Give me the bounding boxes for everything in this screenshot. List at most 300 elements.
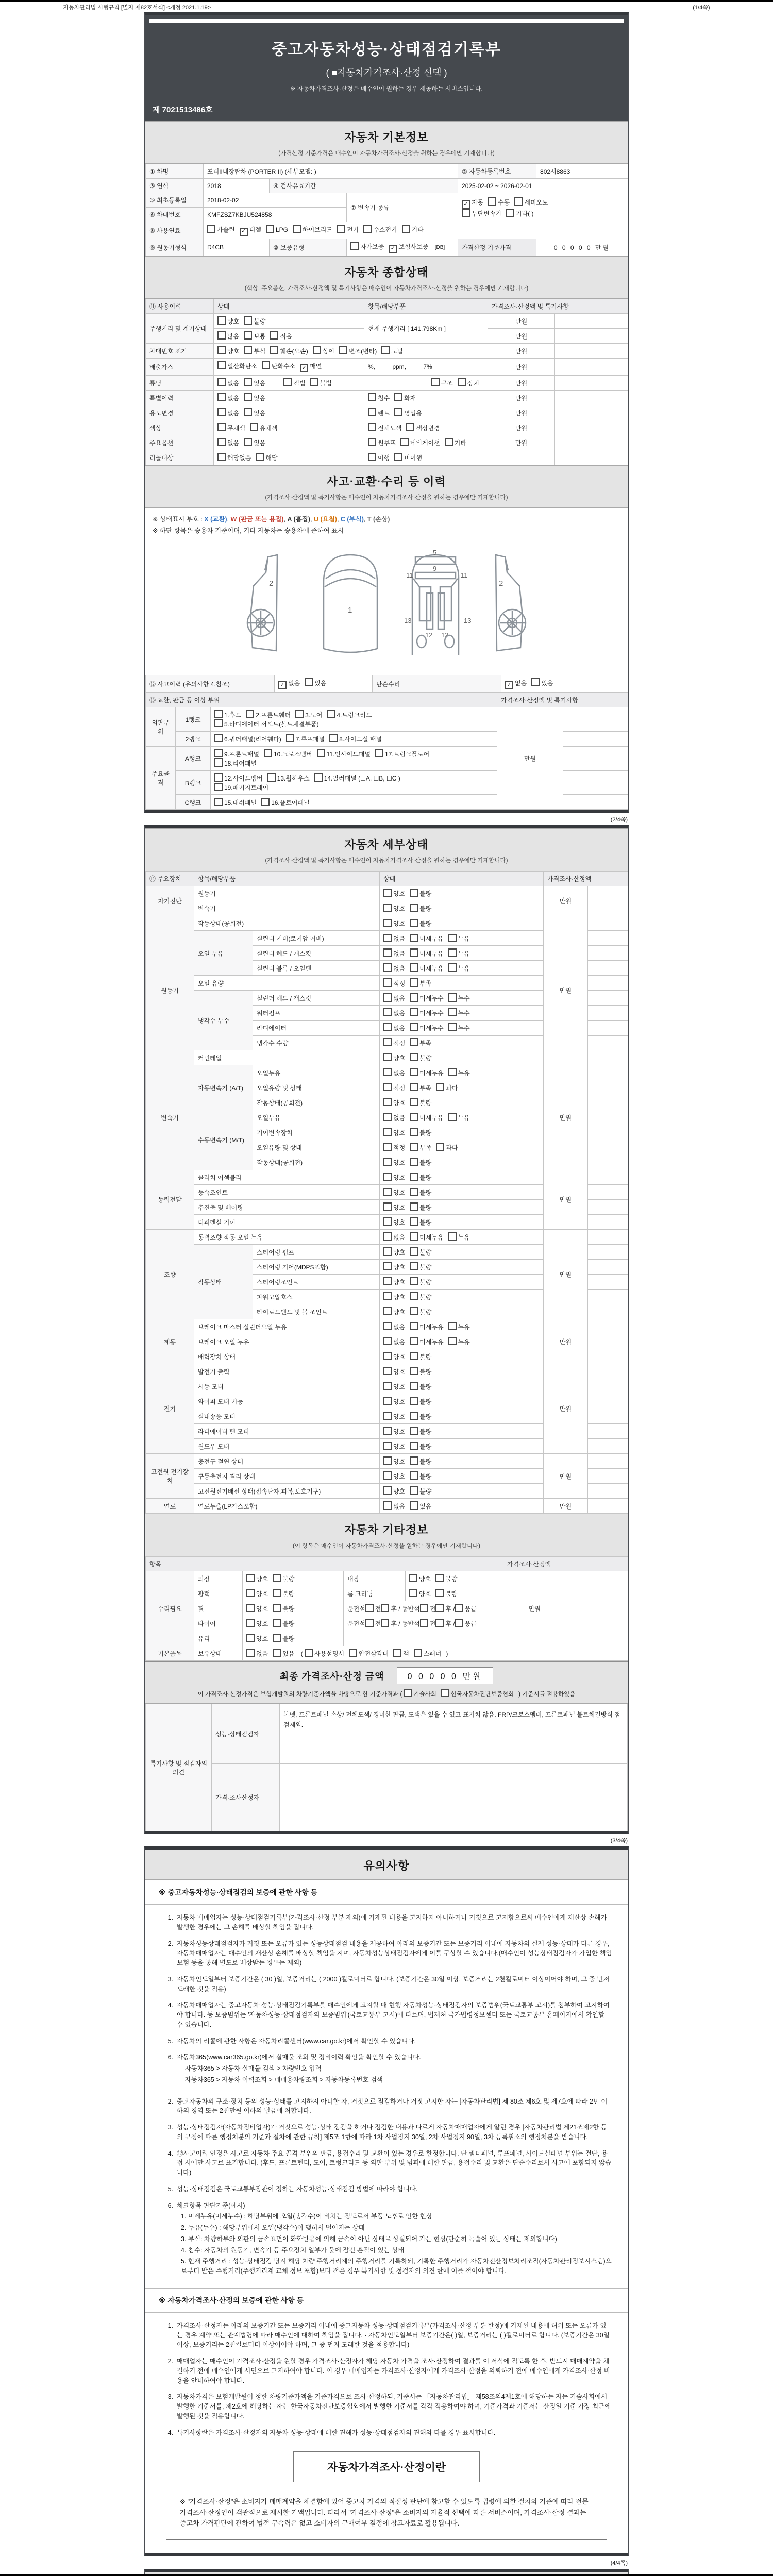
- checkbox[interactable]: [246, 710, 254, 718]
- checkbox-option[interactable]: 미이행: [394, 453, 422, 462]
- checkbox[interactable]: [383, 1173, 392, 1181]
- checkbox-option[interactable]: 색상변경: [406, 423, 440, 432]
- checkbox-option[interactable]: 불량: [410, 889, 431, 898]
- checkbox[interactable]: [410, 1083, 418, 1091]
- checkbox-option[interactable]: 있음: [305, 678, 326, 687]
- checkbox[interactable]: [458, 378, 466, 386]
- checkbox[interactable]: [383, 1412, 392, 1420]
- checkbox-option[interactable]: 부족: [410, 978, 431, 988]
- checkbox-option[interactable]: 잭: [393, 1649, 409, 1658]
- checkbox[interactable]: [383, 993, 392, 1002]
- checkbox-option[interactable]: 양호: [383, 1217, 405, 1227]
- checkbox[interactable]: [383, 948, 392, 957]
- checkbox-option[interactable]: 도말: [381, 346, 403, 355]
- checkbox-option[interactable]: 미세누수: [410, 993, 443, 1003]
- checkbox[interactable]: [383, 1367, 392, 1375]
- checkbox[interactable]: [383, 1292, 392, 1300]
- checked-checkbox[interactable]: ✓: [462, 200, 470, 209]
- checkbox[interactable]: [214, 773, 223, 782]
- checkbox[interactable]: [313, 346, 321, 354]
- checkbox-option[interactable]: 9.프론트패널: [214, 749, 259, 758]
- checkbox[interactable]: [214, 734, 223, 742]
- checkbox-option[interactable]: 적정: [383, 978, 405, 988]
- checkbox-option[interactable]: 10.크로스멤버: [264, 749, 312, 758]
- checkbox-option[interactable]: 불량: [410, 1277, 431, 1286]
- checkbox-option[interactable]: 있음: [244, 378, 265, 387]
- checkbox[interactable]: [383, 919, 392, 927]
- checkbox-option[interactable]: 적정: [383, 1038, 405, 1047]
- checkbox-option[interactable]: 불량: [410, 1292, 431, 1301]
- checkbox-option[interactable]: 없음: [217, 438, 239, 447]
- checkbox[interactable]: [406, 423, 414, 431]
- checkbox-option[interactable]: 부족: [410, 1143, 431, 1152]
- checkbox[interactable]: [383, 1158, 392, 1166]
- checkbox-option[interactable]: 없음: [383, 1068, 405, 1077]
- checkbox[interactable]: [217, 316, 226, 325]
- checkbox-option[interactable]: 가솔린: [207, 225, 235, 234]
- checkbox[interactable]: [368, 453, 376, 461]
- checkbox[interactable]: [410, 1307, 418, 1315]
- checkbox[interactable]: [435, 1619, 444, 1627]
- checkbox[interactable]: [410, 1501, 418, 1510]
- checkbox[interactable]: [448, 1232, 457, 1241]
- checkbox-option[interactable]: 양호: [383, 1188, 405, 1197]
- checkbox-option[interactable]: 해당없음: [217, 453, 251, 462]
- checkbox[interactable]: [410, 1486, 418, 1495]
- checkbox-option[interactable]: 부족: [410, 1038, 431, 1047]
- checkbox[interactable]: [214, 783, 223, 791]
- checkbox-option[interactable]: 불량: [410, 1217, 431, 1227]
- checkbox-option[interactable]: 양호: [383, 1382, 405, 1391]
- checkbox[interactable]: [514, 197, 523, 206]
- checkbox[interactable]: [383, 1307, 392, 1315]
- checkbox[interactable]: [531, 678, 540, 686]
- checkbox-option[interactable]: LPG: [266, 225, 288, 233]
- checkbox-option[interactable]: 불량: [410, 1456, 431, 1466]
- checkbox-option[interactable]: 불량: [410, 1128, 431, 1137]
- checkbox[interactable]: [448, 1322, 457, 1330]
- checkbox[interactable]: [383, 1262, 392, 1270]
- checkbox-option[interactable]: 미세누수: [410, 1008, 443, 1018]
- checkbox-option[interactable]: 양호: [383, 904, 405, 913]
- checkbox-option[interactable]: 양호: [217, 316, 239, 326]
- checkbox[interactable]: [431, 378, 440, 386]
- checkbox-option[interactable]: 부식: [244, 346, 265, 355]
- checkbox[interactable]: [246, 1634, 255, 1642]
- checkbox[interactable]: [383, 1008, 392, 1016]
- checkbox[interactable]: [327, 710, 335, 718]
- checkbox[interactable]: [383, 1038, 392, 1046]
- checkbox-option[interactable]: 양호: [409, 1589, 431, 1598]
- checkbox-option[interactable]: 수동: [488, 197, 510, 207]
- checkbox[interactable]: [214, 758, 223, 767]
- checkbox-option[interactable]: 양호: [383, 1367, 405, 1376]
- checkbox[interactable]: [394, 408, 402, 416]
- checkbox-option[interactable]: 불량: [273, 1619, 294, 1628]
- checkbox-option[interactable]: 미세누유: [410, 1322, 443, 1331]
- checkbox[interactable]: [349, 1649, 357, 1657]
- checkbox[interactable]: [436, 1083, 444, 1091]
- checkbox-option[interactable]: 양호: [383, 889, 405, 898]
- checkbox[interactable]: [404, 1689, 412, 1697]
- checkbox[interactable]: [448, 1008, 457, 1016]
- checkbox-option[interactable]: 미세누수: [410, 1023, 443, 1032]
- checkbox[interactable]: [402, 225, 410, 233]
- checkbox-option[interactable]: 하이브리드: [293, 225, 332, 234]
- checkbox-option[interactable]: 많음: [217, 331, 239, 341]
- checkbox[interactable]: [214, 719, 223, 727]
- checkbox[interactable]: [383, 1098, 392, 1106]
- checkbox[interactable]: [368, 423, 376, 431]
- checkbox[interactable]: [383, 1382, 392, 1390]
- checkbox-option[interactable]: 없음: [383, 963, 405, 973]
- checkbox[interactable]: [383, 1471, 392, 1480]
- checkbox-option[interactable]: 8.사이드실 패널: [329, 734, 382, 743]
- checkbox-option[interactable]: 없음: [383, 993, 405, 1003]
- checkbox-option[interactable]: 18.리어패널: [214, 758, 257, 768]
- checkbox-option[interactable]: 양호: [383, 1397, 405, 1406]
- checkbox[interactable]: [410, 1456, 418, 1465]
- checkbox[interactable]: [286, 734, 294, 742]
- checkbox[interactable]: [410, 1367, 418, 1375]
- checkbox-option[interactable]: 있음: [244, 408, 265, 417]
- checkbox[interactable]: [414, 1649, 422, 1657]
- checkbox[interactable]: [410, 1202, 418, 1211]
- checkbox[interactable]: [410, 1217, 418, 1226]
- checkbox[interactable]: [448, 963, 457, 972]
- checkbox-option[interactable]: 양호: [246, 1634, 268, 1643]
- checkbox-option[interactable]: 불량: [410, 1352, 431, 1361]
- checkbox-option[interactable]: 일산화탄소: [217, 361, 257, 370]
- checkbox-option[interactable]: 양호: [383, 1471, 405, 1481]
- checkbox[interactable]: [383, 1202, 392, 1211]
- checkbox-option[interactable]: 수소전기: [363, 225, 397, 234]
- checkbox-option[interactable]: 구조: [431, 378, 453, 387]
- checkbox[interactable]: [244, 346, 252, 354]
- checkbox-option[interactable]: 훼손(오손): [270, 346, 308, 355]
- checkbox-option[interactable]: 미세누유: [410, 963, 443, 973]
- checkbox-option[interactable]: 양호: [383, 1277, 405, 1286]
- checkbox[interactable]: [246, 1604, 255, 1612]
- checkbox-option[interactable]: 과다: [436, 1143, 458, 1152]
- checkbox-option[interactable]: 불량: [410, 1098, 431, 1107]
- checkbox-option[interactable]: 누수: [448, 1008, 470, 1018]
- checkbox-option[interactable]: 양호: [383, 1173, 405, 1182]
- checkbox-option[interactable]: 세미오토: [514, 197, 548, 207]
- checkbox[interactable]: [410, 1173, 418, 1181]
- checkbox-option[interactable]: 스패너: [414, 1649, 442, 1658]
- checkbox-option[interactable]: 불량: [273, 1634, 294, 1643]
- checkbox[interactable]: [383, 1068, 392, 1076]
- checked-checkbox[interactable]: ✓: [278, 681, 287, 689]
- checkbox[interactable]: [273, 1574, 281, 1582]
- checkbox[interactable]: [410, 1337, 418, 1345]
- checkbox-option[interactable]: ✓ 보험사보증: [389, 242, 428, 253]
- checkbox[interactable]: [448, 993, 457, 1002]
- checkbox-option[interactable]: 양호: [383, 1202, 405, 1212]
- checkbox-option[interactable]: 양호: [383, 1352, 405, 1361]
- checkbox-option[interactable]: 16.플로어패널: [261, 798, 310, 807]
- checkbox-option[interactable]: 불량: [273, 1604, 294, 1613]
- checkbox-option[interactable]: 사용설명서: [305, 1649, 344, 1658]
- checkbox[interactable]: [244, 438, 252, 446]
- checkbox-option[interactable]: 15.대쉬패널: [214, 798, 257, 807]
- checkbox[interactable]: [448, 1023, 457, 1031]
- checkbox[interactable]: [217, 453, 226, 461]
- checkbox-option[interactable]: 불량: [435, 1574, 457, 1583]
- checkbox[interactable]: [350, 242, 359, 250]
- checkbox-option[interactable]: 불량: [410, 1247, 431, 1257]
- checkbox-option[interactable]: 6.쿼더패널(리어휀다): [214, 734, 281, 743]
- checkbox[interactable]: [410, 889, 418, 897]
- checkbox-option[interactable]: 불량: [410, 1442, 431, 1451]
- checkbox[interactable]: [506, 209, 514, 217]
- checkbox[interactable]: [410, 993, 418, 1002]
- checkbox[interactable]: [445, 438, 453, 446]
- checkbox[interactable]: [448, 1068, 457, 1076]
- checkbox[interactable]: [383, 1486, 392, 1495]
- checkbox[interactable]: [410, 934, 418, 942]
- checkbox[interactable]: [381, 1619, 389, 1627]
- checkbox-option[interactable]: 양호: [383, 1456, 405, 1466]
- checkbox[interactable]: [383, 978, 392, 987]
- checkbox-option[interactable]: 누유: [448, 963, 470, 973]
- checkbox-option[interactable]: 양호: [383, 1427, 405, 1436]
- checkbox-option[interactable]: 불량: [410, 1382, 431, 1391]
- checkbox-option[interactable]: 있음: [273, 1649, 294, 1658]
- checkbox[interactable]: [293, 225, 301, 233]
- checkbox[interactable]: [383, 1501, 392, 1510]
- checkbox-option[interactable]: 적음: [270, 331, 292, 341]
- checkbox[interactable]: [383, 1352, 392, 1360]
- checkbox[interactable]: [383, 1427, 392, 1435]
- checkbox[interactable]: [383, 1217, 392, 1226]
- checkbox[interactable]: [246, 1649, 255, 1657]
- checkbox[interactable]: [244, 331, 252, 340]
- checkbox[interactable]: [410, 1442, 418, 1450]
- checkbox-option[interactable]: 없음: [383, 1113, 405, 1122]
- checkbox[interactable]: [368, 438, 376, 446]
- checkbox[interactable]: [410, 1277, 418, 1285]
- checkbox-option[interactable]: 불량: [410, 1188, 431, 1197]
- checkbox[interactable]: [420, 1604, 428, 1612]
- checkbox-option[interactable]: 미세누유: [410, 934, 443, 943]
- checkbox[interactable]: [256, 453, 264, 461]
- checkbox-option[interactable]: 없음: [383, 1008, 405, 1018]
- checkbox[interactable]: [214, 710, 223, 718]
- checkbox[interactable]: [410, 1128, 418, 1136]
- checkbox[interactable]: [410, 1068, 418, 1076]
- checkbox-option[interactable]: 누유: [448, 948, 470, 958]
- checkbox-option[interactable]: 불량: [410, 1486, 431, 1496]
- checkbox-option[interactable]: 2.프론트휀더: [246, 710, 291, 719]
- checkbox-option[interactable]: 안전삼각대: [349, 1649, 389, 1658]
- checkbox-option[interactable]: ✓ 매연: [300, 362, 322, 372]
- checkbox[interactable]: [383, 1337, 392, 1345]
- checkbox-option[interactable]: 상이: [313, 346, 334, 355]
- checkbox-option[interactable]: ✓ 자동: [462, 198, 483, 209]
- checkbox[interactable]: [244, 408, 252, 416]
- checkbox-option[interactable]: 양호: [383, 1053, 405, 1062]
- checkbox[interactable]: [244, 378, 252, 386]
- checkbox-option[interactable]: 누유: [448, 1322, 470, 1331]
- checkbox[interactable]: [214, 749, 223, 757]
- checkbox[interactable]: [383, 1232, 392, 1241]
- checkbox[interactable]: [365, 1619, 374, 1627]
- checkbox-option[interactable]: 무채색: [217, 423, 245, 432]
- checkbox-option[interactable]: 탄화수소: [262, 361, 295, 370]
- checkbox[interactable]: [410, 1471, 418, 1480]
- checkbox[interactable]: [305, 1649, 313, 1657]
- checkbox-option[interactable]: 미세누유: [410, 1113, 443, 1122]
- checkbox-option[interactable]: 없음: [217, 408, 239, 417]
- checkbox-option[interactable]: 19.패키지트레이: [214, 783, 268, 792]
- checkbox[interactable]: [264, 749, 272, 757]
- checkbox-option[interactable]: 14.필러패널 (☐A, ☐B, ☐C ): [314, 773, 400, 783]
- checkbox-option[interactable]: 미세누유: [410, 1232, 443, 1242]
- checkbox-option[interactable]: 누수: [448, 993, 470, 1003]
- checkbox[interactable]: [383, 904, 392, 912]
- checkbox[interactable]: [368, 408, 376, 416]
- checkbox-option[interactable]: 없음: [383, 1337, 405, 1346]
- checkbox[interactable]: [383, 1188, 392, 1196]
- checkbox-option[interactable]: 없음: [246, 1649, 268, 1658]
- checkbox[interactable]: [270, 346, 278, 354]
- checkbox[interactable]: [410, 978, 418, 987]
- checkbox[interactable]: [455, 1619, 463, 1627]
- checked-checkbox[interactable]: ✓: [505, 681, 513, 689]
- checked-checkbox[interactable]: ✓: [389, 245, 397, 253]
- checkbox-option[interactable]: 미세누유: [410, 1337, 443, 1346]
- checkbox-option[interactable]: 없음: [383, 1023, 405, 1032]
- checkbox[interactable]: [365, 1604, 374, 1612]
- checkbox-option[interactable]: 11.인사이드패널: [317, 749, 371, 758]
- checkbox-option[interactable]: 불량: [410, 1158, 431, 1167]
- checkbox-option[interactable]: 불량: [273, 1574, 294, 1583]
- checkbox[interactable]: [448, 934, 457, 942]
- checkbox[interactable]: [250, 423, 258, 431]
- checkbox[interactable]: [410, 1247, 418, 1256]
- checkbox-option[interactable]: 양호: [383, 919, 405, 928]
- checkbox[interactable]: [383, 1247, 392, 1256]
- checkbox[interactable]: [273, 1619, 281, 1627]
- checkbox-option[interactable]: 누유: [448, 934, 470, 943]
- checkbox-option[interactable]: 한국자동차진단보증협회: [441, 1689, 514, 1698]
- checkbox[interactable]: [381, 1604, 389, 1612]
- checkbox[interactable]: [383, 1053, 392, 1061]
- checkbox[interactable]: [410, 1397, 418, 1405]
- checkbox[interactable]: [383, 1397, 392, 1405]
- checkbox[interactable]: [383, 963, 392, 972]
- checkbox[interactable]: [410, 1262, 418, 1270]
- checkbox[interactable]: [410, 1113, 418, 1121]
- checkbox[interactable]: [244, 316, 252, 325]
- checkbox[interactable]: [317, 749, 325, 757]
- checkbox-option[interactable]: 이행: [368, 453, 390, 462]
- checkbox[interactable]: [410, 1292, 418, 1300]
- checkbox[interactable]: [305, 678, 313, 686]
- checkbox[interactable]: [383, 934, 392, 942]
- checkbox-option[interactable]: ✓ 없음: [278, 679, 300, 689]
- checkbox-option[interactable]: 1.후드: [214, 710, 241, 719]
- checkbox-option[interactable]: 불량: [410, 1262, 431, 1272]
- checkbox-option[interactable]: 5.라디에이터 서포트(볼트체결부품): [214, 719, 319, 728]
- checkbox-option[interactable]: 과다: [436, 1083, 458, 1092]
- checkbox[interactable]: [448, 1337, 457, 1345]
- checkbox[interactable]: [283, 378, 292, 386]
- checkbox[interactable]: [410, 1412, 418, 1420]
- checkbox-option[interactable]: 불량: [410, 1412, 431, 1421]
- checkbox[interactable]: [244, 393, 252, 401]
- checkbox-option[interactable]: 기타: [445, 438, 466, 447]
- checkbox-option[interactable]: 양호: [383, 1307, 405, 1316]
- checkbox-option[interactable]: 누유: [448, 1113, 470, 1122]
- checkbox[interactable]: [207, 225, 215, 233]
- checkbox[interactable]: [217, 346, 226, 354]
- checkbox-option[interactable]: 불량: [435, 1589, 457, 1598]
- checkbox-option[interactable]: 부족: [410, 1083, 431, 1092]
- checkbox[interactable]: [383, 1322, 392, 1330]
- checkbox-option[interactable]: 양호: [246, 1619, 268, 1628]
- checkbox[interactable]: [383, 1442, 392, 1450]
- checkbox[interactable]: [410, 948, 418, 957]
- checkbox-option[interactable]: 변조(변타): [339, 346, 377, 355]
- checkbox-option[interactable]: 전기: [337, 225, 359, 234]
- checkbox-option[interactable]: 유채색: [250, 423, 278, 432]
- checkbox-option[interactable]: 없음: [383, 1501, 405, 1511]
- checkbox-option[interactable]: 양호: [383, 1098, 405, 1107]
- checkbox-option[interactable]: 4.트렁크리드: [327, 710, 372, 719]
- checkbox-option[interactable]: 있음: [531, 678, 553, 687]
- checkbox[interactable]: [409, 1574, 417, 1582]
- checkbox[interactable]: [217, 438, 226, 446]
- checkbox-option[interactable]: 적정: [383, 1143, 405, 1152]
- checkbox-option[interactable]: 없음: [383, 1232, 405, 1242]
- checkbox[interactable]: [410, 1382, 418, 1390]
- checkbox-option[interactable]: 적정: [383, 1083, 405, 1092]
- checkbox[interactable]: [381, 346, 390, 354]
- checkbox-option[interactable]: 양호: [409, 1574, 431, 1583]
- checkbox-option[interactable]: 불량: [410, 1427, 431, 1436]
- checkbox[interactable]: [217, 393, 226, 401]
- checkbox[interactable]: [420, 1619, 428, 1627]
- checkbox[interactable]: [410, 1053, 418, 1061]
- checkbox-option[interactable]: 누유: [448, 1337, 470, 1346]
- checkbox[interactable]: [400, 438, 409, 446]
- checkbox-option[interactable]: 해당: [256, 453, 277, 462]
- checkbox-option[interactable]: 미세누유: [410, 948, 443, 958]
- checkbox[interactable]: [383, 1023, 392, 1031]
- checkbox-option[interactable]: 기술사회: [404, 1689, 436, 1698]
- checkbox-option[interactable]: 불량: [410, 1053, 431, 1062]
- checkbox[interactable]: [435, 1604, 444, 1612]
- checkbox[interactable]: [267, 773, 276, 782]
- checkbox[interactable]: [383, 1128, 392, 1136]
- checkbox-option[interactable]: 불법: [310, 378, 332, 387]
- checkbox-option[interactable]: 불량: [410, 1397, 431, 1406]
- checkbox[interactable]: [435, 1589, 444, 1597]
- checkbox[interactable]: [270, 331, 278, 340]
- checkbox[interactable]: [273, 1604, 281, 1612]
- checkbox[interactable]: [410, 1143, 418, 1151]
- checkbox-option[interactable]: 기타: [402, 225, 424, 234]
- checkbox[interactable]: [410, 1188, 418, 1196]
- checkbox[interactable]: [246, 1589, 255, 1597]
- checkbox-option[interactable]: 누유: [448, 1232, 470, 1242]
- checkbox-option[interactable]: 12.사이드멤버: [214, 773, 263, 783]
- checkbox[interactable]: [455, 1604, 463, 1612]
- checkbox-option[interactable]: 렌트: [368, 408, 390, 417]
